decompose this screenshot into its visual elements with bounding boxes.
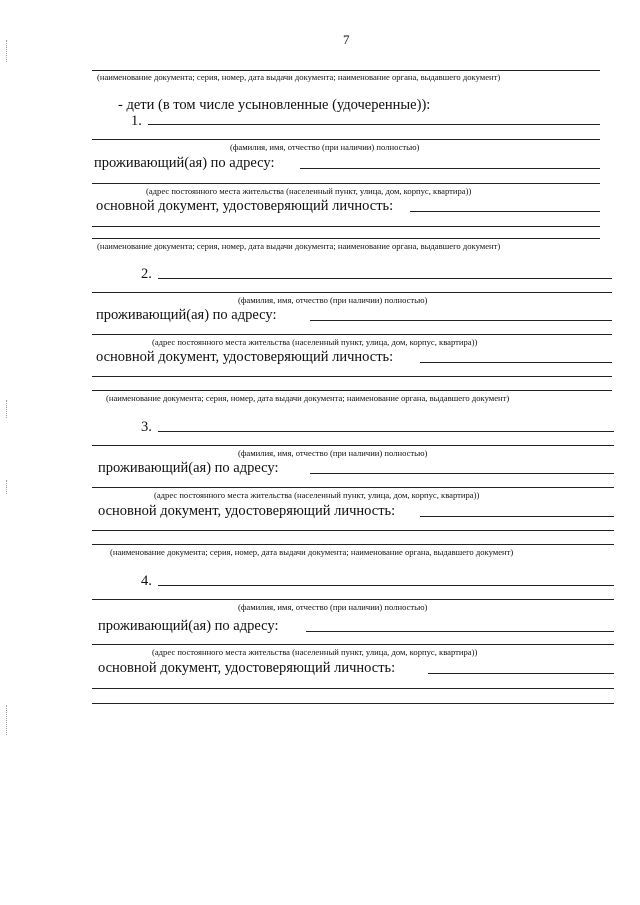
id-doc-field-line[interactable] — [92, 530, 614, 531]
name-caption: (фамилия, имя, отчество (при наличии) полностью) — [238, 602, 428, 612]
doc-caption: (наименование документа; серия, номер, дата выдачи документа; наименование органа, выдавшего документ) — [97, 241, 501, 251]
name-field-line[interactable] — [92, 139, 600, 140]
name-field-line[interactable] — [92, 599, 614, 600]
name-field[interactable] — [158, 431, 614, 432]
address-field-line[interactable] — [92, 487, 614, 488]
address-field-line[interactable] — [92, 334, 612, 335]
id-doc-label: основной документ, удостоверяющий личность: — [96, 349, 394, 365]
name-field[interactable] — [148, 124, 600, 125]
id-doc-label: основной документ, удостоверяющий личность: — [98, 503, 396, 519]
address-field[interactable] — [310, 320, 612, 321]
address-caption: (адрес постоянного места жительства (населенный пункт, улица, дом, корпус, квартира)) — [152, 337, 478, 347]
address-label: проживающий(ая) по адресу: — [94, 155, 275, 171]
address-field-line[interactable] — [92, 644, 614, 645]
address-field-line[interactable] — [92, 183, 600, 184]
entry-number: 2. — [141, 266, 152, 282]
entry-number: 3. — [141, 419, 152, 435]
id-doc-label: основной документ, удостоверяющий личность: — [98, 660, 396, 676]
id-doc-field[interactable] — [420, 516, 614, 517]
id-doc-field-line[interactable] — [92, 688, 614, 689]
address-label: проживающий(ая) по адресу: — [98, 460, 279, 476]
id-doc-field-line[interactable] — [92, 544, 614, 545]
address-caption: (адрес постоянного места жительства (населенный пункт, улица, дом, корпус, квартира)) — [154, 490, 480, 500]
id-doc-field[interactable] — [420, 362, 612, 363]
doc-caption: (наименование документа; серия, номер, дата выдачи документа; наименование органа, выдавшего документ) — [106, 393, 510, 403]
scan-edge-mark — [6, 480, 7, 494]
entry-number: 1. — [131, 113, 142, 129]
address-caption: (адрес постоянного места жительства (населенный пункт, улица, дом, корпус, квартира)) — [152, 647, 478, 657]
id-doc-field[interactable] — [410, 211, 600, 212]
name-caption: (фамилия, имя, отчество (при наличии) полностью) — [238, 448, 428, 458]
fill-line — [92, 70, 600, 71]
id-doc-field-line[interactable] — [92, 390, 612, 391]
id-doc-field-line[interactable] — [92, 226, 600, 227]
id-doc-field[interactable] — [428, 673, 614, 674]
entry-number: 4. — [141, 573, 152, 589]
scan-edge-mark — [6, 705, 7, 735]
id-doc-field-line[interactable] — [92, 238, 600, 239]
address-field[interactable] — [300, 168, 600, 169]
id-doc-field-line[interactable] — [92, 376, 612, 377]
name-caption: (фамилия, имя, отчество (при наличии) полностью) — [238, 295, 428, 305]
scan-edge-mark — [6, 40, 7, 62]
id-doc-field-line[interactable] — [92, 703, 614, 704]
doc-caption: (наименование документа; серия, номер, дата выдачи документа; наименование органа, выдавшего документ) — [110, 547, 514, 557]
name-field-line[interactable] — [92, 292, 612, 293]
name-field[interactable] — [158, 278, 612, 279]
address-field[interactable] — [306, 631, 614, 632]
name-field[interactable] — [158, 585, 614, 586]
address-field[interactable] — [310, 473, 614, 474]
scan-edge-mark — [6, 400, 7, 418]
id-doc-label: основной документ, удостоверяющий личность: — [96, 198, 394, 214]
children-heading: - дети (в том числе усыновленные (удочеренные)): — [118, 97, 431, 113]
address-label: проживающий(ая) по адресу: — [98, 618, 279, 634]
name-caption: (фамилия, имя, отчество (при наличии) полностью) — [230, 142, 420, 152]
name-field-line[interactable] — [92, 445, 614, 446]
address-caption: (адрес постоянного места жительства (населенный пункт, улица, дом, корпус, квартира)) — [146, 186, 472, 196]
doc-caption: (наименование документа; серия, номер, дата выдачи документа; наименование органа, выдавшего документ) — [97, 72, 501, 82]
page-number: 7 — [343, 32, 350, 47]
address-label: проживающий(ая) по адресу: — [96, 307, 277, 323]
